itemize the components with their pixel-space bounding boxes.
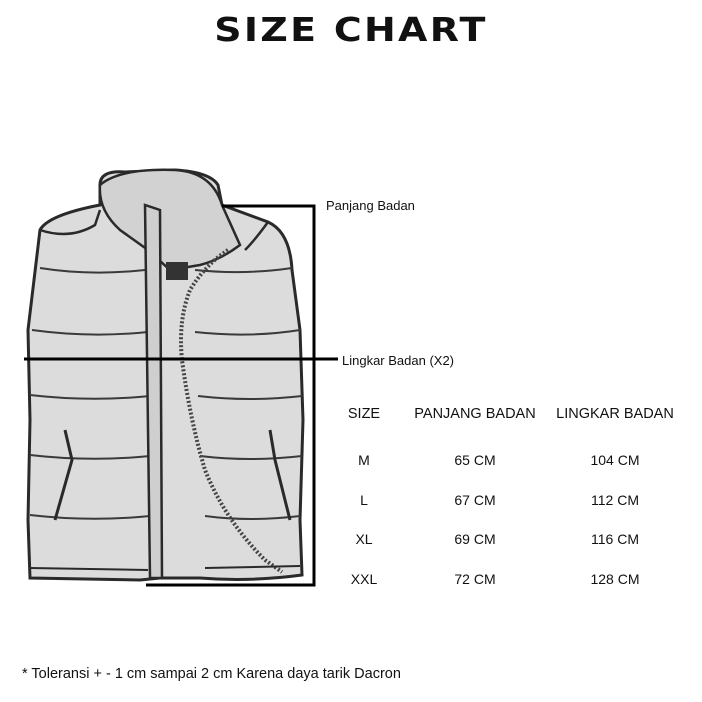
- cell-length: 69 CM: [454, 531, 496, 547]
- chest-circumference-label: Lingkar Badan (X2): [342, 353, 455, 368]
- table-row: [340, 571, 690, 595]
- body-length-label: Panjang Badan: [326, 198, 415, 213]
- cell-size: XXL: [350, 571, 378, 587]
- cell-chest: 104 CM: [590, 452, 640, 468]
- header-size: SIZE: [347, 406, 381, 422]
- cell-size: M: [358, 452, 370, 468]
- cell-chest: 116 CM: [591, 531, 639, 547]
- vest-logo-patch: [166, 262, 188, 280]
- cell-size: XL: [355, 531, 373, 547]
- cell-length: 65 CM: [454, 452, 496, 468]
- table-row: [340, 492, 690, 516]
- cell-length: 72 CM: [454, 571, 496, 587]
- table-header-row: [340, 406, 690, 430]
- tolerance-note: * Toleransi + - 1 cm sampai 2 cm Karena daya tarik Dacron: [22, 666, 401, 682]
- cell-length: 67 CM: [454, 492, 496, 508]
- cell-chest: 128 CM: [590, 571, 640, 587]
- page-title: SIZE CHART: [214, 10, 488, 49]
- cell-chest: 112 CM: [591, 492, 639, 508]
- header-body-length: PANJANG BADAN: [414, 406, 536, 422]
- header-chest: LINGKAR BADAN: [556, 406, 674, 422]
- table-row: [340, 531, 690, 555]
- cell-size: L: [360, 492, 368, 508]
- table-row: [340, 452, 690, 476]
